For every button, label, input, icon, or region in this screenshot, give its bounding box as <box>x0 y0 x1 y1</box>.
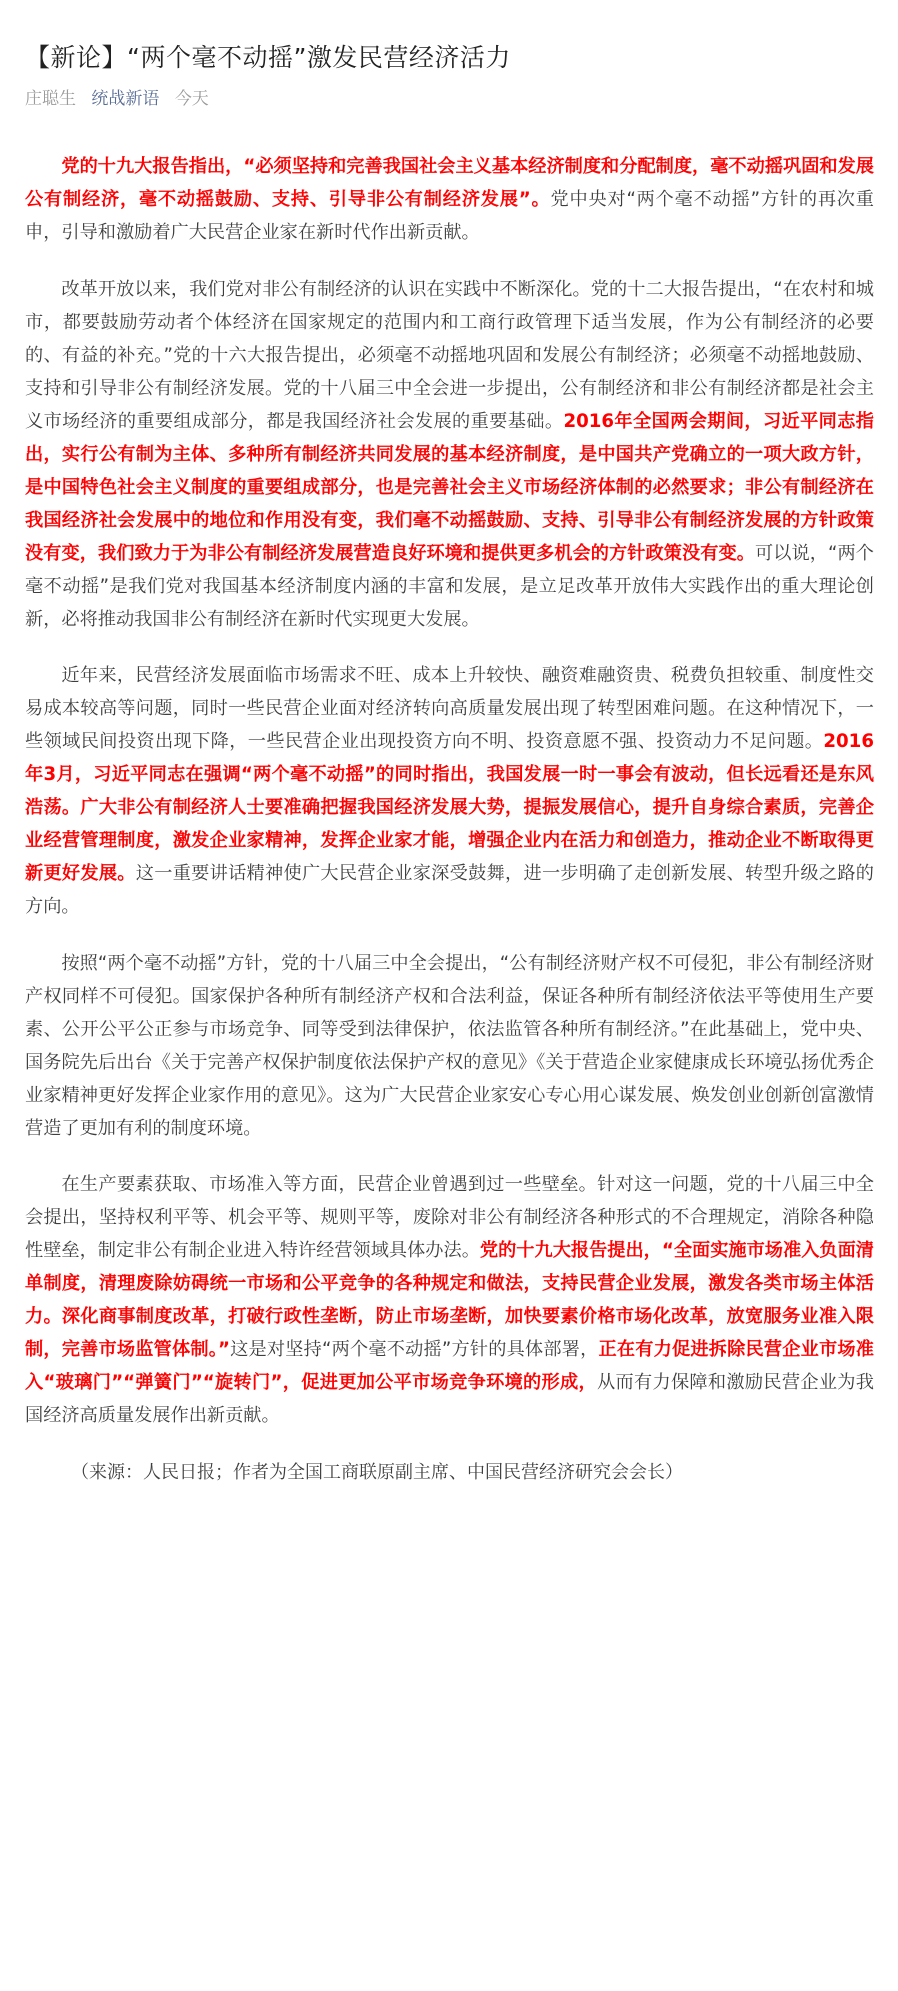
publish-date: 今天 <box>174 89 209 109</box>
article-paragraph <box>25 947 874 1145</box>
highlighted-text: 正在有力促进拆除民营企业市场准入“玻璃门”“弹簧门”“旋转门”，促进更加公平市场竞争环境的形成， <box>25 1339 874 1393</box>
article-paragraph <box>25 273 874 636</box>
article-source: （来源：人民日报；作者为全国工商联原副主席、中国民营经济研究会会长） <box>71 1461 683 1483</box>
body-text: 从而有力保障和激励民营企业为我国经济高质量发展作出新贡献。 <box>25 1372 874 1426</box>
body-text: 改革开放以来，我们党对非公有制经济的认识在实践中不断深化。党的十二大报告提出，“在农村和城市，都要鼓励劳动者个体经济在国家规定的范围内和工商行政管理下适当发展，作为公有制经济的必要的、有益的补充。”党的十六大报告提出，必须毫不动摇地巩固和发展公有制经济；必须毫不动摇地鼓励、支持和引导非公有制经济发展。党的十八届三中全会进一步提出，公有制经济和非公有制经济都是社会主义市场经济的重要组成部分，都是我国经济社会发展的重要基础。 <box>25 278 874 432</box>
article-body <box>25 150 874 1432</box>
article-meta <box>25 86 874 112</box>
body-text: 党中央对“两个毫不动摇”方针的再次重申，引导和激励着广大民营企业家在新时代作出新贡献。 <box>25 189 874 243</box>
body-text: 在生产要素获取、市场准入等方面，民营企业曾遇到过一些壁垒。针对这一问题，党的十八届三中全会提出，坚持权利平等、机会平等、规则平等，废除对非公有制经济各种形式的不合理规定，消除各种隐性壁垒，制定非公有制企业进入特许经营领域具体办法。 <box>25 1174 874 1261</box>
author-name: 庄聪生 <box>25 89 76 109</box>
highlighted-text: 党的十九大报告提出，“全面实施市场准入负面清单制度，清理废除妨碍统一市场和公平竞争的各种规定和做法，支持民营企业发展，激发各类市场主体活力。深化商事制度改革，打破行政性垄断，防止市场垄断，加快要素价格市场化改革，放宽服务业准入限制，完善市场监管体制。” <box>25 1240 874 1360</box>
body-text: 近年来，民营经济发展面临市场需求不旺、成本上升较快、融资难融资贵、税费负担较重、制度性交易成本较高等问题，同时一些民营企业面对经济转向高质量发展出现了转型困难问题。在这种情况下，一些领域民间投资出现下降，一些民营企业出现投资方向不明、投资意愿不强、投资动力不足问题。 <box>25 665 874 752</box>
body-text: 这一重要讲话精神使广大民营企业家深受鼓舞，进一步明确了走创新发展、转型升级之路的方向。 <box>25 863 874 917</box>
article-paragraph <box>25 659 874 923</box>
body-text: 可以说，“两个毫不动摇”是我们党对我国基本经济制度内涵的丰富和发展，是立足改革开放伟大实践作出的重大理论创新，必将推动我国非公有制经济在新时代实现更大发展。 <box>25 542 874 630</box>
account-name-link[interactable]: 统战新语 <box>91 89 160 109</box>
article-paragraph <box>25 1168 874 1432</box>
article-title: 【新论】“两个毫不动摇”激发民营经济活力 <box>25 43 511 72</box>
highlighted-text: 2016年3月，习近平同志在强调“两个毫不动摇”的同时指出，我国发展一时一事会有波动，但长远看还是东风浩荡。广大非公有制经济人士要准确把握我国经济发展大势，提振发展信心，提升自身综合素质，完善企业经营管理制度，激发企业家精神，发挥企业家才能，增强企业内在活力和创造力，推动企业不断取得更新更好发展。 <box>25 731 874 884</box>
article-paragraph <box>25 150 874 249</box>
body-text: 按照“两个毫不动摇”方针，党的十八届三中全会提出，“公有制经济财产权不可侵犯，非公有制经济财产权同样不可侵犯。国家保护各种所有制经济产权和合法利益，保证各种所有制经济依法平等使用生产要素、公开公平公正参与市场竞争、同等受到法律保护，依法监管各种所有制经济。”在此基础上，党中央、国务院先后出台《关于完善产权保护制度依法保护产权的意见》《关于营造企业家健康成长环境弘扬优秀企业家精神更好发挥企业家作用的意见》。这为广大民营企业家安心专心用心谋发展、焕发创业创新创富激情营造了更加有利的制度环境。 <box>25 952 874 1139</box>
highlighted-text: 党的十九大报告指出，“必须坚持和完善我国社会主义基本经济制度和分配制度，毫不动摇巩固和发展公有制经济，毫不动摇鼓励、支持、引导非公有制经济发展”。 <box>25 156 874 210</box>
body-text: 这是对坚持“两个毫不动摇”方针的具体部署， <box>229 1339 599 1360</box>
highlighted-text: 2016年全国两会期间，习近平同志指出，实行公有制为主体、多种所有制经济共同发展的基本经济制度，是中国共产党确立的一项大政方针，是中国特色社会主义制度的重要组成部分，也是完善社会主义市场经济体制的必然要求；非公有制经济在我国经济社会发展中的地位和作用没有变，我们毫不动摇鼓励、支持、引导非公有制经济发展的方针政策没有变，我们致力于为非公有制经济发展营造良好环境和提供更多机会的方针政策没有变。 <box>25 410 874 564</box>
